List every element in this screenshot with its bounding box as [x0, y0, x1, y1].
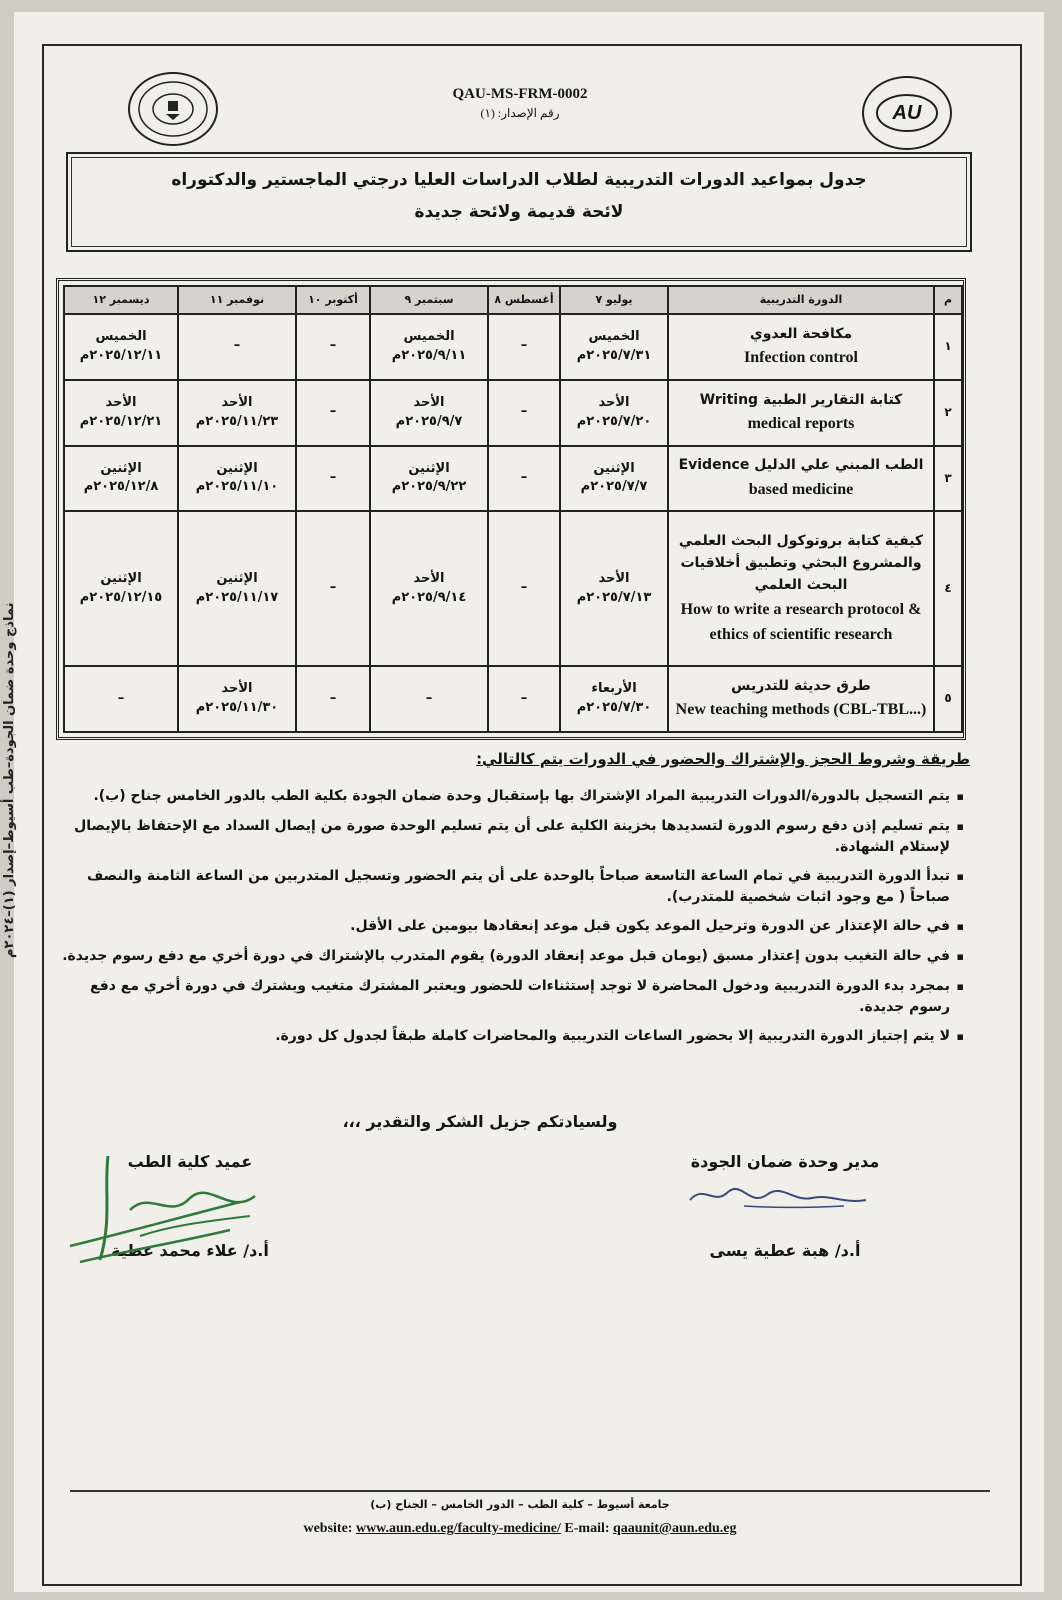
header-october: أكتوبر ١٠ — [296, 286, 370, 314]
no-session-dash: – — [329, 580, 337, 596]
schedule-cell — [296, 446, 370, 512]
dean-name: أ.د/ علاء محمد عطية — [111, 1241, 269, 1260]
condition-item — [52, 1026, 964, 1048]
session-date: ٢٠٢٥/٧/٧م — [580, 479, 648, 495]
session-date: ٢٠٢٥/٩/١٤م — [391, 589, 467, 605]
schedule-cell — [488, 380, 560, 446]
bullet-icon: ▪ — [956, 980, 964, 993]
dean-title: عميد كلية الطب — [127, 1152, 253, 1171]
schedule-cell — [370, 314, 488, 380]
session-day: الأحد — [105, 394, 137, 410]
schedule-cell — [560, 511, 668, 666]
course-name-arabic: الطب المبني علي الدليل Evidence — [678, 457, 924, 474]
course-cell — [668, 666, 934, 732]
schedule-cell — [370, 446, 488, 512]
dean-handwritten-signature — [60, 1150, 270, 1280]
bullet-icon: ▪ — [956, 950, 964, 963]
schedule-cell — [64, 511, 178, 666]
session-date: ٢٠٢٥/١٢/٨م — [83, 479, 159, 495]
schedule-cell — [296, 511, 370, 666]
university-logo — [862, 76, 952, 150]
schedule-cell — [488, 666, 560, 732]
footer-address: جامعة أسيوط – كلية الطب – الدور الخامس – الجناح (ب) — [370, 1498, 670, 1511]
condition-item — [52, 786, 964, 808]
condition-item — [52, 946, 964, 968]
schedule-cell — [560, 446, 668, 512]
schedule-cell — [178, 666, 296, 732]
schedule-cell — [560, 666, 668, 732]
condition-item — [52, 866, 964, 908]
header-july: يوليو ٧ — [560, 286, 668, 314]
table-row — [64, 446, 962, 512]
conditions-heading: طريقة وشروط الحجز والإشتراك والحضور في الدورات يتم كالتالي: — [476, 750, 970, 768]
no-session-dash: – — [329, 338, 337, 354]
conditions-list — [52, 786, 964, 1056]
table-row — [64, 511, 962, 666]
course-name-english: How to write a research protocol & ethics of scientific research — [680, 600, 922, 644]
schedule-table-frame — [56, 278, 966, 740]
email-link[interactable]: qaaunit@aun.edu.eg — [613, 1521, 737, 1536]
condition-item — [52, 816, 964, 858]
session-day: الخميس — [95, 329, 147, 345]
session-day: الإثنين — [216, 570, 258, 586]
session-day: الأحد — [221, 394, 253, 410]
no-session-dash: – — [329, 470, 337, 486]
session-day: الإثنين — [216, 460, 258, 476]
session-date: ٢٠٢٥/٩/٢٢م — [391, 479, 467, 495]
course-cell — [668, 511, 934, 666]
header-september: سبتمبر ٩ — [370, 286, 488, 314]
closing-line: ولسيادتكم جزيل الشكر والتقدير ،،، — [342, 1112, 618, 1131]
session-date: ٢٠٢٥/٧/٣٠م — [576, 700, 652, 716]
title-line-2: لائحة قديمة ولائحة جديدة — [414, 202, 624, 222]
schedule-cell — [370, 380, 488, 446]
session-day: الأحد — [221, 681, 253, 697]
email-label: E-mail: — [564, 1521, 610, 1536]
session-day: الأحد — [413, 570, 445, 586]
schedule-cell — [178, 380, 296, 446]
faculty-seal-logo — [128, 72, 218, 146]
schedule-cell — [560, 380, 668, 446]
header-november: نوفمبر ١١ — [178, 286, 296, 314]
no-session-dash: – — [117, 690, 125, 706]
bullet-icon: ▪ — [956, 790, 964, 803]
header-december: ديسمبر ١٢ — [64, 286, 178, 314]
no-session-dash: – — [520, 338, 528, 354]
form-code: QAU-MS-FRM-0002 — [452, 86, 588, 102]
footer-divider — [70, 1490, 990, 1492]
schedule-table — [63, 285, 963, 733]
course-cell — [668, 380, 934, 446]
quality-director-handwritten-signature — [684, 1172, 874, 1222]
no-session-dash: – — [520, 580, 528, 596]
session-day: الأربعاء — [591, 681, 637, 697]
no-session-dash: – — [329, 404, 337, 420]
no-session-dash: – — [520, 470, 528, 486]
session-day: الأحد — [413, 394, 445, 410]
session-day: الأحد — [598, 394, 630, 410]
table-row — [64, 380, 962, 446]
row-index: ٢ — [934, 380, 962, 446]
table-header-row — [64, 286, 962, 314]
course-cell — [668, 446, 934, 512]
row-index: ٥ — [934, 666, 962, 732]
quality-director-name: أ.د/ هبة عطية يسى — [709, 1241, 861, 1260]
course-name-arabic: مكافحة العدوي — [749, 325, 853, 342]
schedule-cell — [488, 511, 560, 666]
schedule-cell — [296, 380, 370, 446]
condition-text: لا يتم إجتياز الدورة التدريبية إلا بحضور الساعات التدريبية والمحاضرات كاملة طبقاً لجدول كل دورة. — [275, 1028, 950, 1044]
session-day: الإثنين — [408, 460, 450, 476]
session-day: الأحد — [598, 570, 630, 586]
footer-contact — [160, 1521, 880, 1537]
bullet-icon: ▪ — [956, 870, 964, 883]
schedule-cell — [178, 511, 296, 666]
header-course: الدورة التدريبية — [668, 286, 934, 314]
schedule-cell — [64, 314, 178, 380]
course-name-english: medical reports — [747, 415, 855, 433]
condition-text: يتم التسجيل بالدورة/الدورات التدريبية المراد الإشتراك بها بإستقبال وحدة ضمان الجودة بكلية الطب بالدور الخامس جناح (ب). — [93, 788, 950, 804]
schedule-cell — [488, 446, 560, 512]
no-session-dash: – — [329, 690, 337, 706]
table-row — [64, 314, 962, 380]
session-date: ٢٠٢٥/١٢/١١م — [79, 347, 163, 363]
course-name-arabic: كتابة التقارير الطبية Writing — [699, 391, 903, 408]
condition-item — [52, 916, 964, 938]
session-date: ٢٠٢٥/١٢/١٥م — [79, 589, 163, 605]
session-day: الخميس — [403, 329, 455, 345]
row-index: ٣ — [934, 446, 962, 512]
session-date: ٢٠٢٥/١٢/٢١م — [79, 413, 163, 429]
session-date: ٢٠٢٥/٩/١١م — [391, 347, 467, 363]
schedule-cell — [370, 666, 488, 732]
condition-text: بمجرد بدء الدورة التدريبية ودخول المحاضرة لا توجد إستثناءات للحضور ويعتبر المشترك متغيب ويشترك في دورة أخري مع دفع رسوم جديدة. — [90, 978, 950, 1015]
condition-item — [52, 976, 964, 1018]
session-date: ٢٠٢٥/١١/٢٣م — [195, 413, 279, 429]
course-name-english: based medicine — [748, 480, 854, 498]
schedule-cell — [64, 380, 178, 446]
university-logo-text: AU — [892, 101, 922, 124]
session-date: ٢٠٢٥/٧/٢٠م — [576, 413, 652, 429]
condition-text: في حالة الإعتذار عن الدورة وترحيل الموعد يكون قبل موعد إنعقادها بيومين على الأقل. — [350, 918, 950, 934]
title-line-1: جدول بمواعيد الدورات التدريبية لطلاب الدراسات العليا درجتي الماجستير والدكتوراه — [171, 170, 867, 190]
issue-number: رقم الإصدار: (١) — [480, 106, 560, 120]
course-cell — [668, 314, 934, 380]
schedule-cell — [370, 511, 488, 666]
condition-text: تبدأ الدورة التدريبية في تمام الساعة التاسعة صباحاً بالوحدة على أن يتم الحضور وتسجيل المتدربين من الساعة الثامنة والنصف صباحاً ( مع وجود اثبات شخصية للمتدرب). — [87, 868, 950, 905]
bullet-icon: ▪ — [956, 920, 964, 933]
schedule-cell — [64, 666, 178, 732]
header-august: أغسطس ٨ — [488, 286, 560, 314]
session-day: الإثنين — [100, 570, 142, 586]
condition-text: يتم تسليم إذن دفع رسوم الدورة لتسديدها بخزينة الكلية على أن يتم تسليم الوحدة صورة من إيصال السداد مع الإحتفاظ بالإيصال لإستلام الشهادة. — [74, 818, 950, 855]
row-index: ١ — [934, 314, 962, 380]
session-date: ٢٠٢٥/١١/١٠م — [195, 479, 279, 495]
schedule-cell — [178, 446, 296, 512]
no-session-dash: – — [520, 690, 528, 706]
bullet-icon: ▪ — [956, 820, 964, 833]
session-day: الخميس — [588, 329, 640, 345]
schedule-cell — [488, 314, 560, 380]
session-date: ٢٠٢٥/٩/٧م — [395, 413, 463, 429]
session-day: الإثنين — [100, 460, 142, 476]
quality-director-title: مدير وحدة ضمان الجودة — [690, 1152, 880, 1171]
title-box — [66, 152, 972, 252]
schedule-cell — [296, 666, 370, 732]
no-session-dash: – — [233, 338, 241, 354]
schedule-cell — [560, 314, 668, 380]
course-name-arabic: طرق حديثة للتدريس — [731, 678, 871, 695]
session-day: الإثنين — [593, 460, 635, 476]
no-session-dash: – — [425, 690, 433, 706]
session-date: ٢٠٢٥/١١/١٧م — [195, 589, 279, 605]
schedule-cell — [178, 314, 296, 380]
schedule-cell — [64, 446, 178, 512]
session-date: ٢٠٢٥/٧/٣١م — [576, 347, 652, 363]
schedule-cell — [296, 314, 370, 380]
row-index: ٤ — [934, 511, 962, 666]
course-name-english: New teaching methods (CBL-TBL...) — [675, 701, 927, 719]
website-label: website: — [303, 1521, 353, 1536]
course-name-arabic: كيفية كتابة بروتوكول البحث العلمي والمشروع البحثي وتطبيق أخلاقيات البحث العلمي — [678, 532, 924, 594]
side-margin-text: نماذج وحدة ضمان الجودة–طب أسيوط–إصدار (١)–٢٠٢٤م — [2, 602, 17, 958]
website-link[interactable]: www.aun.edu.eg/faculty-medicine/ — [355, 1521, 561, 1536]
condition-text: في حالة التغيب بدون إعتذار مسبق (يومان قبل موعد إنعقاد الدورة) يقوم المتدرب بالإشتراك في دورة أخري مع دفع رسوم جديدة. — [62, 948, 950, 964]
session-date: ٢٠٢٥/٧/١٣م — [576, 589, 652, 605]
table-row — [64, 666, 962, 732]
no-session-dash: – — [520, 404, 528, 420]
course-name-english: Infection control — [744, 349, 858, 367]
header-index: م — [934, 286, 962, 314]
bullet-icon: ▪ — [956, 1030, 964, 1043]
session-date: ٢٠٢٥/١١/٣٠م — [195, 700, 279, 716]
